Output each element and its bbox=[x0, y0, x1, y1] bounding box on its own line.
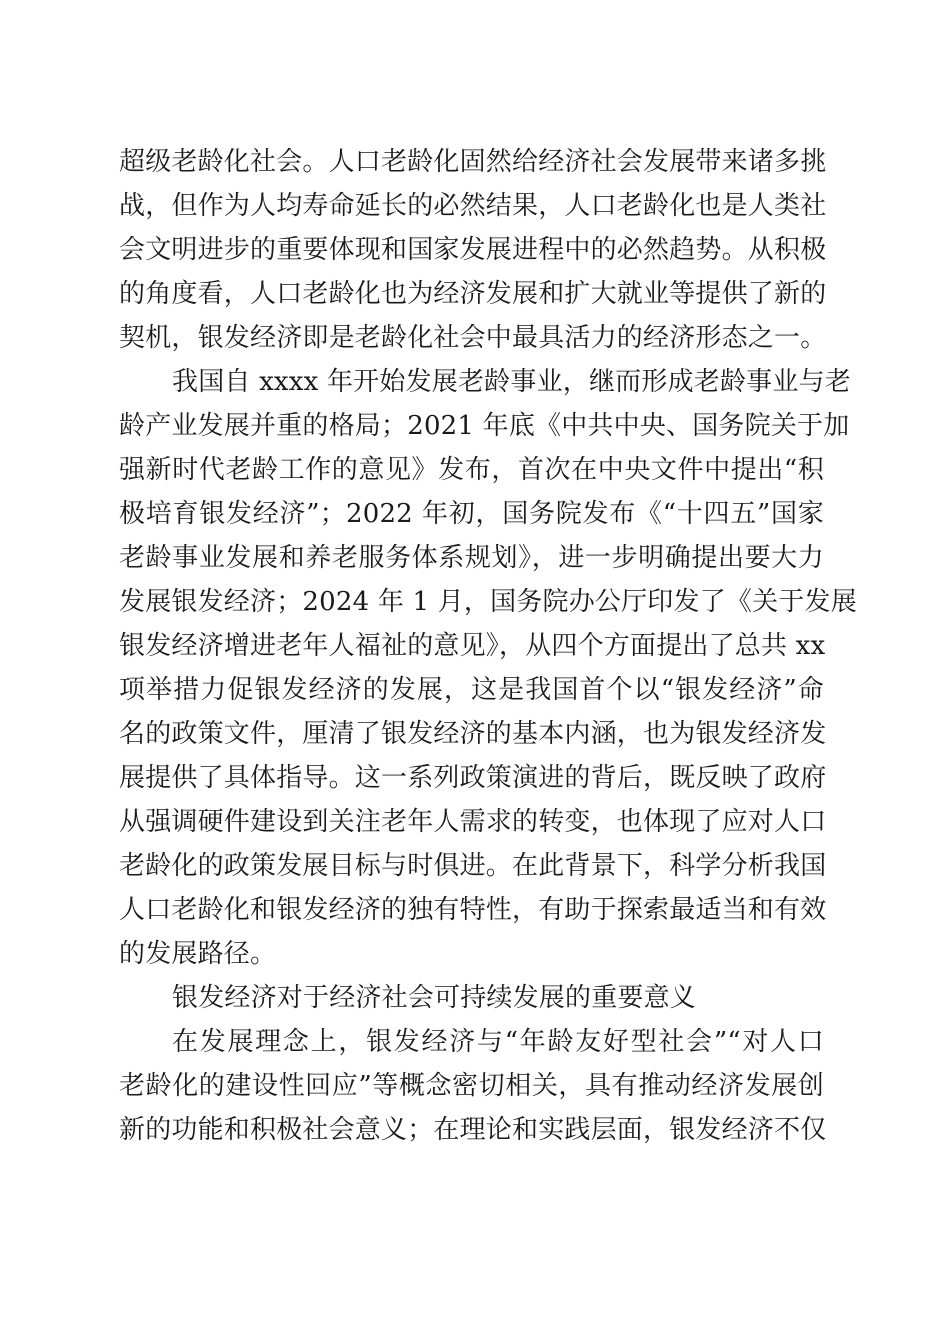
paragraph-2-line-10: 展提供了具体指导。这一系列政策演进的背后，既反映了政府 bbox=[119, 763, 827, 793]
paragraph-2-line-12: 老龄化的政策发展目标与时俱进。在此背景下，科学分析我国 bbox=[119, 851, 827, 881]
paragraph-1-line-1: 超级老龄化社会。人口老龄化固然给经济社会发展带来诸多挑 bbox=[119, 147, 827, 177]
paragraph-2-line-13: 人口老龄化和银发经济的独有特性，有助于探索最适当和有效 bbox=[119, 895, 827, 925]
paragraph-3-line-2: 老龄化的建设性回应”等概念密切相关，具有推动经济发展创 bbox=[119, 1071, 824, 1101]
paragraph-2-line-7: 银发经济增进老年人福祉的意见》，从四个方面提出了总共 xx bbox=[119, 631, 826, 661]
paragraph-1-line-2: 战，但作为人均寿命延长的必然结果，人口老龄化也是人类社 bbox=[119, 191, 827, 221]
paragraph-1-line-5: 契机，银发经济即是老龄化社会中最具活力的经济形态之一。 bbox=[119, 323, 827, 353]
paragraph-3-line-3: 新的功能和积极社会意义；在理论和实践层面，银发经济不仅 bbox=[119, 1115, 827, 1145]
paragraph-2-line-8: 项举措力促银发经济的发展，这是我国首个以“银发经济”命 bbox=[119, 675, 824, 705]
paragraph-2-line-14: 的发展路径。 bbox=[119, 939, 277, 969]
paragraph-2-line-3: 强新时代老龄工作的意见》发布，首次在中央文件中提出“积 bbox=[119, 455, 824, 485]
paragraph-1-line-3: 会文明进步的重要体现和国家发展进程中的必然趋势。从积极 bbox=[119, 235, 827, 265]
paragraph-2-line-1: 我国自 xxxx 年开始发展老龄事业，继而形成老龄事业与老 bbox=[172, 367, 851, 397]
paragraph-2-line-11: 从强调硬件建设到关注老年人需求的转变，也体现了应对人口 bbox=[119, 807, 827, 837]
section-heading: 银发经济对于经济社会可持续发展的重要意义 bbox=[172, 983, 697, 1013]
paragraph-1-line-4: 的角度看，人口老龄化也为经济发展和扩大就业等提供了新的 bbox=[119, 279, 827, 309]
paragraph-3-line-1: 在发展理念上，银发经济与“年龄友好型社会”“对人口 bbox=[172, 1027, 824, 1057]
paragraph-2-line-2: 龄产业发展并重的格局；2021 年底《中共中央、国务院关于加 bbox=[119, 411, 850, 441]
paragraph-2-line-6: 发展银发经济；2024 年 1 月，国务院办公厅印发了《关于发展 bbox=[119, 587, 857, 617]
paragraph-2-line-5: 老龄事业发展和养老服务体系规划》，进一步明确提出要大力 bbox=[119, 543, 824, 573]
paragraph-2-line-4: 极培育银发经济”；2022 年初，国务院发布《“十四五”国家 bbox=[119, 499, 824, 529]
paragraph-2-line-9: 名的政策文件，厘清了银发经济的基本内涵，也为银发经济发 bbox=[119, 719, 827, 749]
